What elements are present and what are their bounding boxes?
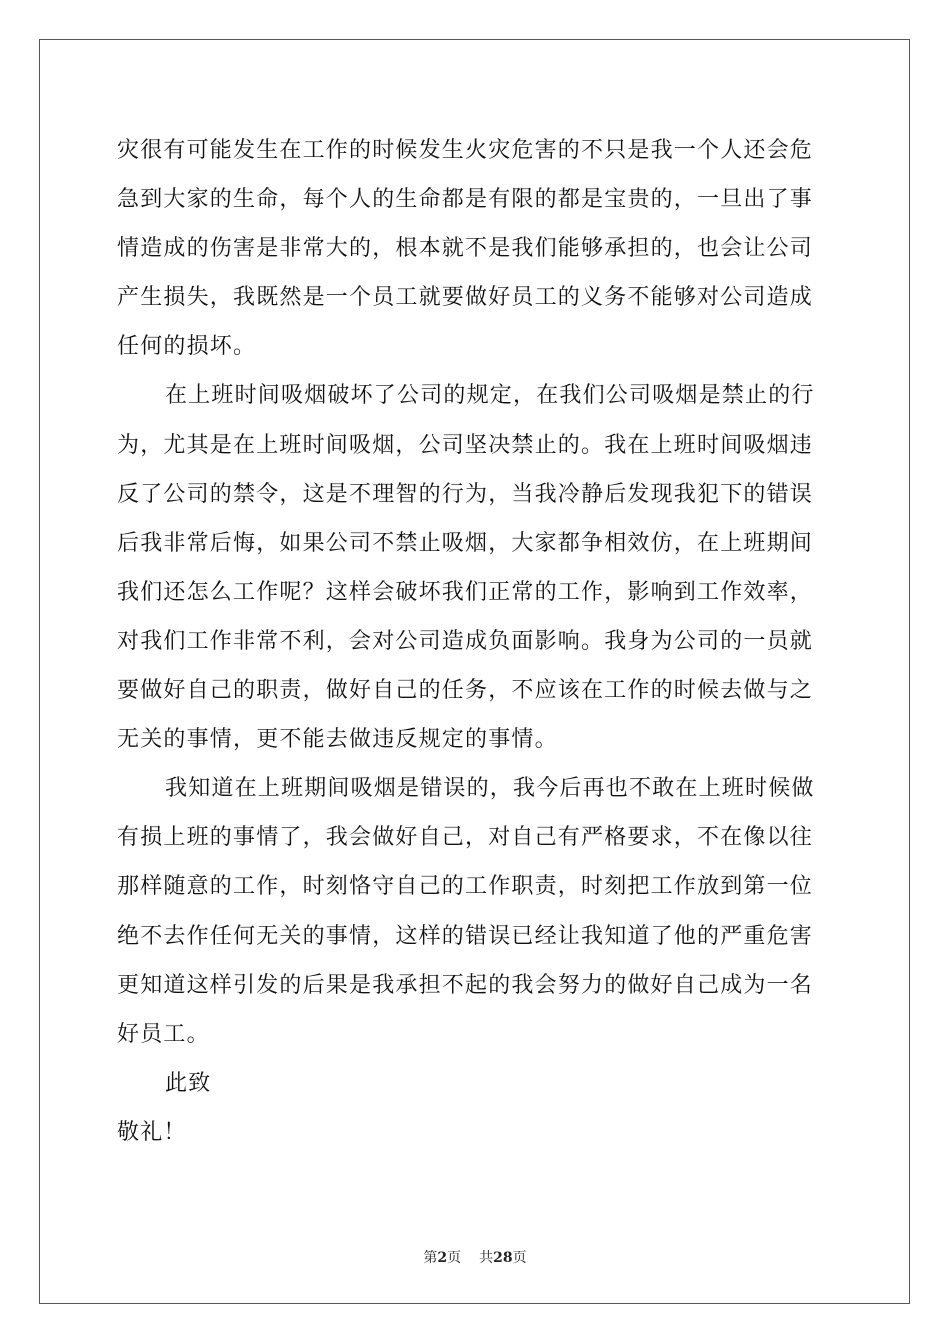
page-footer [0,1247,950,1267]
document-body [117,126,837,1157]
total-suffix: 页 [512,1250,527,1266]
text-line-14: 我知道在上班期间吸烟是错误的，我今后再也不敢在上班时候做 [165,776,815,802]
text-line-13: 无关的事情，更不能去做违反规定的事情。 [117,727,558,753]
text-line-5: 任何的损坏。 [117,334,257,360]
text-line-12: 要做好自己的职责，做好自己的任务，不应该在工作的时候去做与之 [117,678,814,704]
text-line-9: 后我非常后悔，如果公司不禁止吸烟，大家都争相效仿，在上班期间 [117,530,814,556]
text-line-2: 急到大家的生命，每个人的生命都是有限的都是宝贵的，一旦出了事 [117,187,814,213]
text-line-18: 更知道这样引发的后果是我承担不起的我会努力的做好自己成为一名 [117,972,814,998]
text-line-19: 好员工。 [117,1021,210,1047]
page-number: 2 [437,1250,448,1266]
page-prefix: 第 [423,1250,438,1266]
text-line-1: 灾很有可能发生在工作的时候发生火灾危害的不只是我一个人还会危 [117,138,814,163]
text-line-4: 产生损失，我既然是一个员工就要做好员工的义务不能够对公司造成 [117,285,814,311]
total-pages: 28 [493,1250,513,1266]
text-line-8: 反了公司的禁令，这是不理智的行为，当我冷静后发现我犯下的错误 [117,481,814,507]
text-line-7: 为，尤其是在上班时间吸烟，公司坚决禁止的。我在上班时间吸烟违 [117,432,814,458]
text-line-16: 那样随意的工作，时刻恪守自己的工作职责，时刻把工作放到第一位 [117,874,814,900]
closing-respect: 敬礼！ [117,1119,187,1145]
text-line-15: 有损上班的事情了，我会做好自己，对自己有严格要求，不在像以往 [117,825,814,851]
text-line-17: 绝不去作任何无关的事情，这样的错误已经让我知道了他的严重危害 [117,923,814,949]
text-line-3: 情造成的伤害是非常大的，根本就不是我们能够承担的，也会让公司 [117,236,814,262]
text-line-6: 在上班时间吸烟破坏了公司的规定，在我们公司吸烟是禁止的行 [165,383,815,409]
total-prefix: 共 [479,1250,494,1266]
closing-salutation: 此致 [165,1070,212,1096]
page-suffix: 页 [447,1250,462,1266]
text-line-11: 对我们工作非常不利，会对公司造成负面影响。我身为公司的一员就 [117,628,814,654]
text-line-10: 我们还怎么工作呢？这样会破坏我们正常的工作，影响到工作效率， [117,579,814,605]
